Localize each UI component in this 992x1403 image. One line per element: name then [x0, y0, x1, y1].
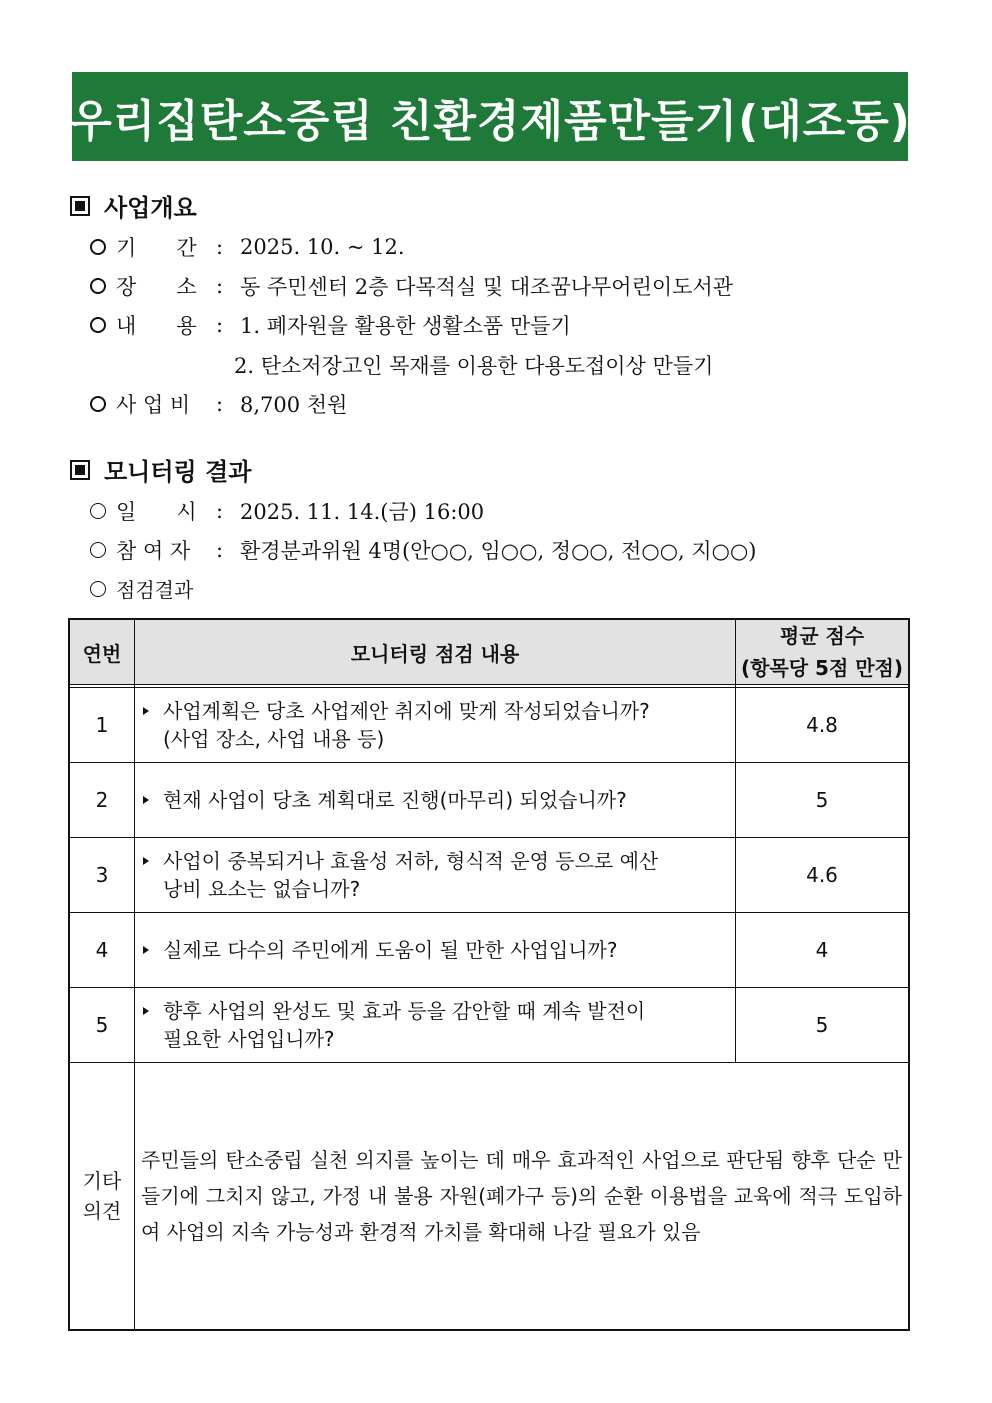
row-score: 4 — [736, 913, 910, 988]
header-score: 평균 점수 (항목당 5점 만점) — [736, 619, 910, 685]
row-question: 향후 사업의 완성도 및 효과 등을 감안할 때 계속 발전이 필요한 사업입니까? — [135, 988, 736, 1063]
monitoring-heading-text: 모니터링 결과 — [104, 458, 252, 486]
row-score: 4.8 — [736, 688, 910, 763]
circle-bullet-icon — [90, 503, 106, 519]
header-no: 연번 — [69, 619, 135, 685]
row-score: 5 — [736, 763, 910, 838]
circle-bullet-icon — [90, 239, 106, 255]
overview-budget: 사 업 비 : 8,700 천원 — [90, 389, 347, 419]
participants-value: 환경분과위원 4명(안○○, 임○○, 정○○, 전○○, 지○○) — [240, 539, 757, 563]
monitoring-table — [68, 618, 910, 1331]
check-label: 점검결과 — [116, 578, 194, 602]
row-question: 사업계획은 당초 사업제안 취지에 맞게 작성되었습니까? (사업 장소, 사업 내용 등) — [135, 688, 736, 763]
content-value-2: 2. 탄소저장고인 목재를 이용한 다용도접이상 만들기 — [234, 354, 714, 378]
table-row — [69, 988, 909, 1063]
date-label: 일 시 — [116, 500, 197, 524]
row-question: 사업이 중복되거나 효율성 저하, 형식적 운영 등으로 예산 낭비 요소는 없습니까? — [135, 838, 736, 913]
triangle-bullet-icon — [143, 946, 149, 954]
square-bullet-icon — [70, 196, 90, 216]
triangle-bullet-icon — [143, 1007, 149, 1015]
table-header-row — [69, 619, 909, 685]
circle-bullet-icon — [90, 317, 106, 333]
date-value: 2025. 11. 14.(금) 16:00 — [240, 500, 485, 524]
overview-content-2 — [234, 350, 713, 380]
page-title: 우리집탄소중립 친환경제품만들기(대조동) — [69, 95, 911, 147]
monitoring-participants: 참 여 자 : 환경분과위원 4명(안○○, 임○○, 정○○, 전○○, 지○○) — [90, 535, 757, 565]
period-label: 기 간 — [116, 236, 197, 260]
overview-place: 장 소 : 동 주민센터 2층 다목적실 및 대조꿈나무어린이도서관 — [90, 271, 733, 301]
row-question: 실제로 다수의 주민에게 도움이 될 만한 사업입니까? — [135, 913, 736, 988]
monitoring-date: 일 시 : 2025. 11. 14.(금) 16:00 — [90, 496, 484, 526]
row-no: 3 — [69, 838, 135, 913]
circle-bullet-icon — [90, 396, 106, 412]
circle-bullet-icon — [90, 542, 106, 558]
row-question: 현재 사업이 당초 계획대로 진행(마무리) 되었습니까? — [135, 763, 736, 838]
circle-bullet-icon — [90, 278, 106, 294]
circle-bullet-icon — [90, 581, 106, 597]
overview-heading-text: 사업개요 — [104, 194, 197, 222]
note-row — [69, 1063, 909, 1331]
row-score: 5 — [736, 988, 910, 1063]
budget-label: 사 업 비 — [116, 393, 191, 417]
budget-value: 8,700 천원 — [240, 393, 348, 417]
row-score: 4.6 — [736, 838, 910, 913]
monitoring-heading — [70, 452, 251, 487]
table-row — [69, 913, 909, 988]
table-row — [69, 838, 909, 913]
triangle-bullet-icon — [143, 707, 149, 715]
triangle-bullet-icon — [143, 796, 149, 804]
row-no: 4 — [69, 913, 135, 988]
title-banner — [69, 72, 911, 161]
table-row — [69, 688, 909, 763]
square-bullet-icon — [70, 460, 90, 480]
note-label: 기타 의견 — [69, 1063, 135, 1331]
monitoring-check — [90, 574, 193, 603]
place-value: 동 주민센터 2층 다목적실 및 대조꿈나무어린이도서관 — [240, 275, 734, 299]
period-value: 2025. 10. ~ 12. — [240, 235, 405, 259]
place-label: 장 소 — [116, 275, 197, 299]
overview-heading — [70, 188, 197, 223]
row-no: 5 — [69, 988, 135, 1063]
overview-period: 기 간 : 2025. 10. ~ 12. — [90, 232, 405, 262]
row-no: 2 — [69, 763, 135, 838]
triangle-bullet-icon — [143, 857, 149, 865]
table-row — [69, 763, 909, 838]
note-text: 주민들의 탄소중립 실천 의지를 높이는 데 매우 효과적인 사업으로 판단됨 향후 단순 만들기에 그치지 않고, 가정 내 불용 자원(폐가구 등)의 순환 이용법을 교육에 적극 도입하여 사업의 지속 가능성과 환경적 가치를 확대해 나갈 필요가 있음 — [135, 1063, 910, 1331]
overview-content: 내 용 : 1. 폐자원을 활용한 생활소품 만들기 — [90, 310, 571, 340]
content-value-1: 1. 폐자원을 활용한 생활소품 만들기 — [240, 314, 571, 338]
header-content: 모니터링 점검 내용 — [135, 619, 736, 685]
row-no: 1 — [69, 688, 135, 763]
content-label: 내 용 — [116, 314, 197, 338]
participants-label: 참 여 자 — [116, 539, 191, 563]
